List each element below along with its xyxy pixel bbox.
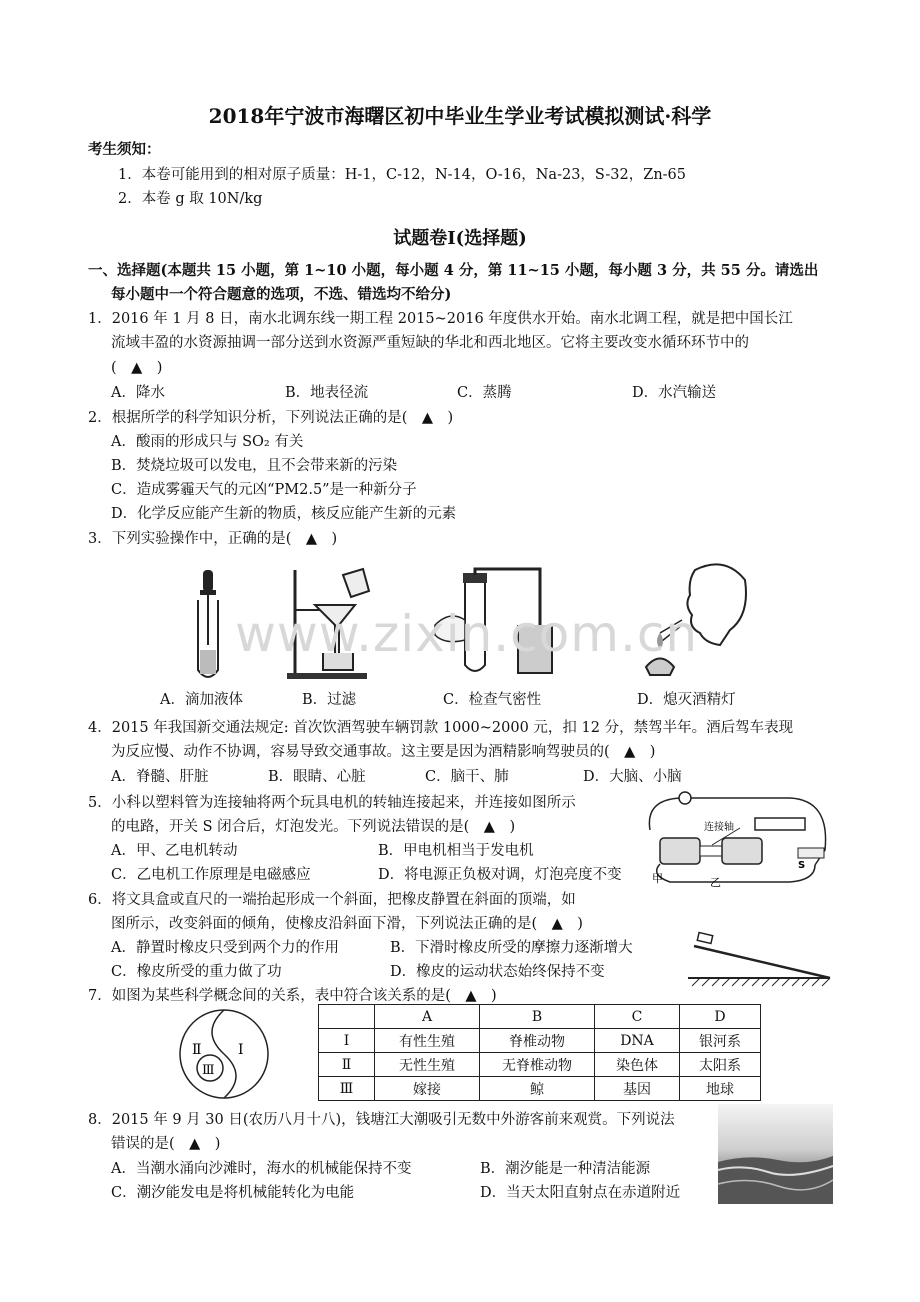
- table-row: [319, 1029, 761, 1053]
- table-cell: Ⅱ: [319, 1053, 375, 1077]
- question-6-line: 图所示，改变斜面的倾角，使橡皮沿斜面下滑，下列说法正确的是( ▲ ): [111, 916, 583, 932]
- question-5-line: 5．小科以塑料管为连接轴将两个玩具电机的转轴连接起来，并连接如图所示: [88, 795, 576, 811]
- q8-option-d: D．当天太阳直射点在赤道附近: [480, 1185, 681, 1201]
- q2-option-d: D．化学反应能产生新的物质，核反应能产生新的元素: [111, 506, 457, 522]
- q4-option-b: B．眼睛、心脏: [268, 769, 366, 785]
- label-axle: 连接轴: [704, 822, 734, 833]
- dropper-figure: [180, 560, 240, 685]
- table-cell: 无性生殖: [375, 1053, 480, 1077]
- question-7-stem: 7．如图为某些科学概念间的关系，表中符合该关系的是( ▲ ): [88, 988, 497, 1004]
- q3-option-b: B．过滤: [302, 692, 357, 708]
- q6-option-a: A．静置时橡皮只受到两个力的作用: [111, 940, 339, 956]
- part-heading: 一、选择题(本题共 15 小题，第 1~10 小题，每小题 4 分，第 11~15 小题，每小题 3 分，共 55 分。请选出: [88, 262, 819, 279]
- q1-option-a: A．降水: [111, 385, 165, 401]
- q6-option-b: B．下滑时橡皮所受的摩擦力逐渐增大: [390, 940, 633, 956]
- incline-figure: [688, 920, 833, 985]
- q1-option-c: C．蒸腾: [457, 385, 512, 401]
- table-cell: 鲸: [480, 1077, 595, 1101]
- section-title: 试题卷Ⅰ(选择题): [393, 228, 527, 249]
- table-cell: A: [375, 1005, 480, 1029]
- q5-option-b: B．甲电机相当于发电机: [378, 843, 534, 859]
- notice-heading: 考生须知：: [88, 141, 161, 158]
- label-i: Ⅰ: [238, 1042, 244, 1058]
- question-5-line: 的电路，开关 S 闭合后，灯泡发光。下列说法错误的是( ▲ ): [111, 819, 516, 835]
- label-switch: S: [798, 860, 806, 871]
- table-cell: C: [595, 1005, 680, 1029]
- label-ii: Ⅱ: [192, 1042, 202, 1058]
- table-header-row: [319, 1005, 761, 1029]
- question-6-line: 6．将文具盒或直尺的一端抬起形成一个斜面，把橡皮静置在斜面的顶端，如: [88, 892, 576, 908]
- concept-relation-figure: [178, 1008, 270, 1100]
- table-cell: 脊椎动物: [480, 1029, 595, 1053]
- q2-option-c: C．造成雾霾天气的元凶“PM2.5”是一种新分子: [111, 482, 417, 498]
- table-cell: B: [480, 1005, 595, 1029]
- table-cell: 地球: [680, 1077, 761, 1101]
- question-1-line: 流域丰盈的水资源抽调一部分送到水资源严重短缺的华北和西北地区。它将主要改变水循环环节中的: [111, 335, 749, 351]
- q1-option-b: B．地表径流: [285, 385, 369, 401]
- q5-option-a: A．甲、乙电机转动: [111, 843, 238, 859]
- watermark: www.zixin.com.cn: [235, 605, 699, 663]
- table-row: [319, 1053, 761, 1077]
- notice-item: 1．本卷可能用到的相对原子质量：H-1，C-12，N-14，O-16，Na-23，S-32，Zn-65: [118, 167, 687, 183]
- part-heading: 每小题中一个符合题意的选项，不选、错选均不给分): [111, 286, 452, 303]
- q8-option-c: C．潮汐能发电是将机械能转化为电能: [111, 1185, 355, 1201]
- label-motor-yi: 乙: [710, 876, 721, 889]
- q5-option-d: D．将电源正负极对调，灯泡亮度不变: [378, 867, 622, 883]
- table-cell: 无脊椎动物: [480, 1053, 595, 1077]
- q4-option-c: C．脑干、肺: [425, 769, 509, 785]
- motor-circuit-figure: [640, 790, 835, 890]
- q3-option-c: C．检查气密性: [443, 692, 542, 708]
- table-cell: Ⅲ: [319, 1077, 375, 1101]
- q3-option-a: A．滴加液体: [160, 692, 243, 708]
- question-3-stem: 3．下列实验操作中，正确的是( ▲ ): [88, 531, 338, 547]
- table-cell: DNA: [595, 1029, 680, 1053]
- q1-option-d: D．水汽输送: [632, 385, 717, 401]
- table-cell: 太阳系: [680, 1053, 761, 1077]
- table-cell: 银河系: [680, 1029, 761, 1053]
- question-2-stem: 2．根据所学的科学知识分析，下列说法正确的是( ▲ ): [88, 410, 454, 426]
- q3-option-d: D．熄灭酒精灯: [637, 692, 736, 708]
- q6-option-c: C．橡皮所受的重力做了功: [111, 964, 282, 980]
- q8-option-a: A．当潮水涌向沙滩时，海水的机械能保持不变: [111, 1161, 412, 1177]
- table-cell: [319, 1005, 375, 1029]
- question-4-line: 4．2015 年我国新交通法规定: 首次饮酒驾驶车辆罚款 1000~2000 元，扣 12 分，禁驾半年。酒后驾车表现: [88, 720, 794, 736]
- table-cell: Ⅰ: [319, 1029, 375, 1053]
- q5-option-c: C．乙电机工作原理是电磁感应: [111, 867, 311, 883]
- table-cell: 嫁接: [375, 1077, 480, 1101]
- notice-item: 2．本卷 g 取 10N/kg: [118, 191, 263, 207]
- table-cell: 染色体: [595, 1053, 680, 1077]
- page-title: 2018年宁波市海曙区初中毕业生学业考试模拟测试·科学: [208, 104, 712, 128]
- table-row: [319, 1077, 761, 1101]
- q4-option-d: D．大脑、小脑: [583, 769, 682, 785]
- question-1-line: 1．2016 年 1 月 8 日，南水北调东线一期工程 2015~2016 年度供水开始。南水北调工程，就是把中国长江: [88, 311, 793, 327]
- tide-photo: [718, 1104, 833, 1204]
- table-cell: 有性生殖: [375, 1029, 480, 1053]
- label-iii: Ⅲ: [202, 1063, 215, 1078]
- q2-option-b: B．焚烧垃圾可以发电，且不会带来新的污染: [111, 458, 398, 474]
- table-cell: 基因: [595, 1077, 680, 1101]
- table-cell: D: [680, 1005, 761, 1029]
- concept-table: [318, 1004, 761, 1101]
- question-8-line: 8．2015 年 9 月 30 日(农历八月十八)，钱塘江大潮吸引无数中外游客前来观赏。下列说法: [88, 1112, 675, 1128]
- question-8-line: 错误的是( ▲ ): [111, 1136, 221, 1152]
- label-motor-jia: 甲: [652, 872, 663, 885]
- question-4-line: 为反应慢、动作不协调，容易导致交通事故。这主要是因为酒精影响驾驶员的( ▲ ): [111, 744, 656, 760]
- q4-option-a: A．脊髓、肝脏: [111, 769, 209, 785]
- question-1-line: ( ▲ ): [111, 360, 163, 376]
- q2-option-a: A．酸雨的形成只与 SO₂ 有关: [111, 434, 304, 450]
- q6-option-d: D．橡皮的运动状态始终保持不变: [390, 964, 605, 980]
- q8-option-b: B．潮汐能是一种清洁能源: [480, 1161, 651, 1177]
